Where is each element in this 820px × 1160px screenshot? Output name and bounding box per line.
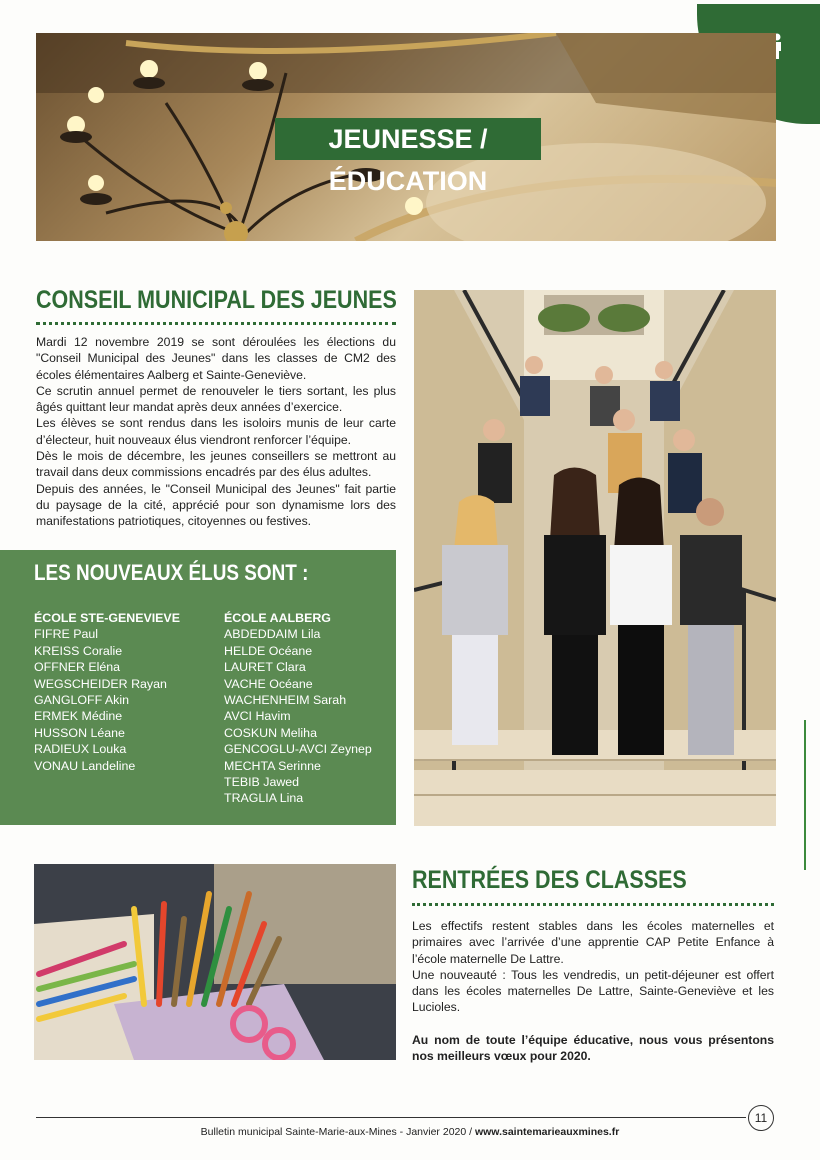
list-item: ABDEDDAIM Lila <box>224 627 321 642</box>
paragraph: Ce scrutin annuel permet de renouveler le tiers sortant, les plus âgés quittant leur mandat après deux années d’exercice. <box>36 383 396 415</box>
list-item: KREISS Coralie <box>34 643 123 658</box>
paragraph: Les effectifs restent stables dans les écoles maternelles et primaires avec l’arrivée d’une apprentie CAP Petite Enfance à l’école maternelle De Lattre. <box>412 919 774 966</box>
pencils-photo <box>34 864 396 1060</box>
list-item: AVCI Havim <box>224 709 291 724</box>
paragraph: Les élèves se sont rendus dans les isoloirs munis de leur carte d’électeur, huit nouveaux élus viendront renforcer l’équipe. <box>36 416 396 447</box>
footer-publication: Bulletin municipal Sainte-Marie-aux-Mines - Janvier 2020 / <box>200 1126 475 1138</box>
list-item: TEBIB Jawed <box>224 775 300 790</box>
elected-list-title: LES NOUVEAUX ÉLUS SONT : <box>34 560 309 585</box>
list-item: OFFNER Eléna <box>34 660 121 675</box>
dotted-divider <box>412 903 774 906</box>
list-item: VONAU Landeline <box>34 758 136 773</box>
school-column-ste-genevieve <box>34 610 180 774</box>
footer <box>0 1126 820 1138</box>
list-item: ERMEK Médine <box>34 709 123 724</box>
closing-wishes: Au nom de toute l’équipe éducative, nous vous présentons nos meilleurs vœux pour 2020. <box>412 1032 774 1064</box>
column-heading: ÉCOLE STE-GENEVIEVE <box>34 611 180 625</box>
page-number: 11 <box>748 1105 774 1131</box>
paragraph: Une nouveauté : Tous les vendredis, un petit-déjeuner est offert dans les écoles maternelles De Lattre, Sainte-Geneviève et les Lucioles. <box>412 967 774 1015</box>
paragraph: Mardi 12 novembre 2019 se sont déroulées les élections du "Conseil Municipal des Jeunes" dans les classes de CM2 des écoles élémentaires Aalberg et Sainte-Geneviève. <box>36 335 396 382</box>
article-conseil <box>36 334 396 530</box>
paragraph: Dès le mois de décembre, les jeunes conseillers se mettront au travail dans deux commissions encadrés par des élus adultes. <box>36 449 396 480</box>
article-rentrees <box>412 918 774 1064</box>
margin-rule <box>804 720 806 870</box>
list-item: VACHE Océane <box>224 676 313 691</box>
list-item: GANGLOFF Akin <box>34 693 130 708</box>
column-heading: ÉCOLE AALBERG <box>224 611 331 625</box>
list-item: MECHTA Serinne <box>224 758 321 773</box>
elected-list-box <box>0 550 396 825</box>
school-column-aalberg <box>224 610 372 807</box>
list-item: COSKUN Meliha <box>224 725 317 740</box>
dotted-divider <box>36 322 396 325</box>
group-photo-staircase <box>414 290 776 826</box>
list-item: HELDE Océane <box>224 643 313 658</box>
footer-rule <box>36 1117 746 1118</box>
list-item: HUSSON Léane <box>34 725 125 740</box>
paragraph: Depuis des années, le "Conseil Municipal des Jeunes" fait partie du paysage de la cité, apprécié pour son dynamisme lors des manifestations patriotiques, citoyennes ou festives. <box>36 481 396 529</box>
list-item: FIFRE Paul <box>34 627 99 642</box>
list-item: RADIEUX Louka <box>34 742 127 757</box>
section-title-banner: JEUNESSE / ÉDUCATION <box>275 118 541 160</box>
section-heading-rentrees: RENTRÉES DES CLASSES <box>412 866 687 894</box>
list-item: TRAGLIA Lina <box>224 791 304 806</box>
list-item: WACHENHEIM Sarah <box>224 693 347 708</box>
hero-chandelier-photo <box>36 33 776 241</box>
list-item: WEGSCHEIDER Rayan <box>34 676 167 691</box>
section-heading-conseil: CONSEIL MUNICIPAL DES JEUNES <box>36 286 397 314</box>
list-item: GENCOGLU-AVCI Zeynep <box>224 742 372 757</box>
footer-website-link[interactable]: www.saintemarieauxmines.fr <box>474 1126 620 1138</box>
list-item: LAURET Clara <box>224 660 306 675</box>
